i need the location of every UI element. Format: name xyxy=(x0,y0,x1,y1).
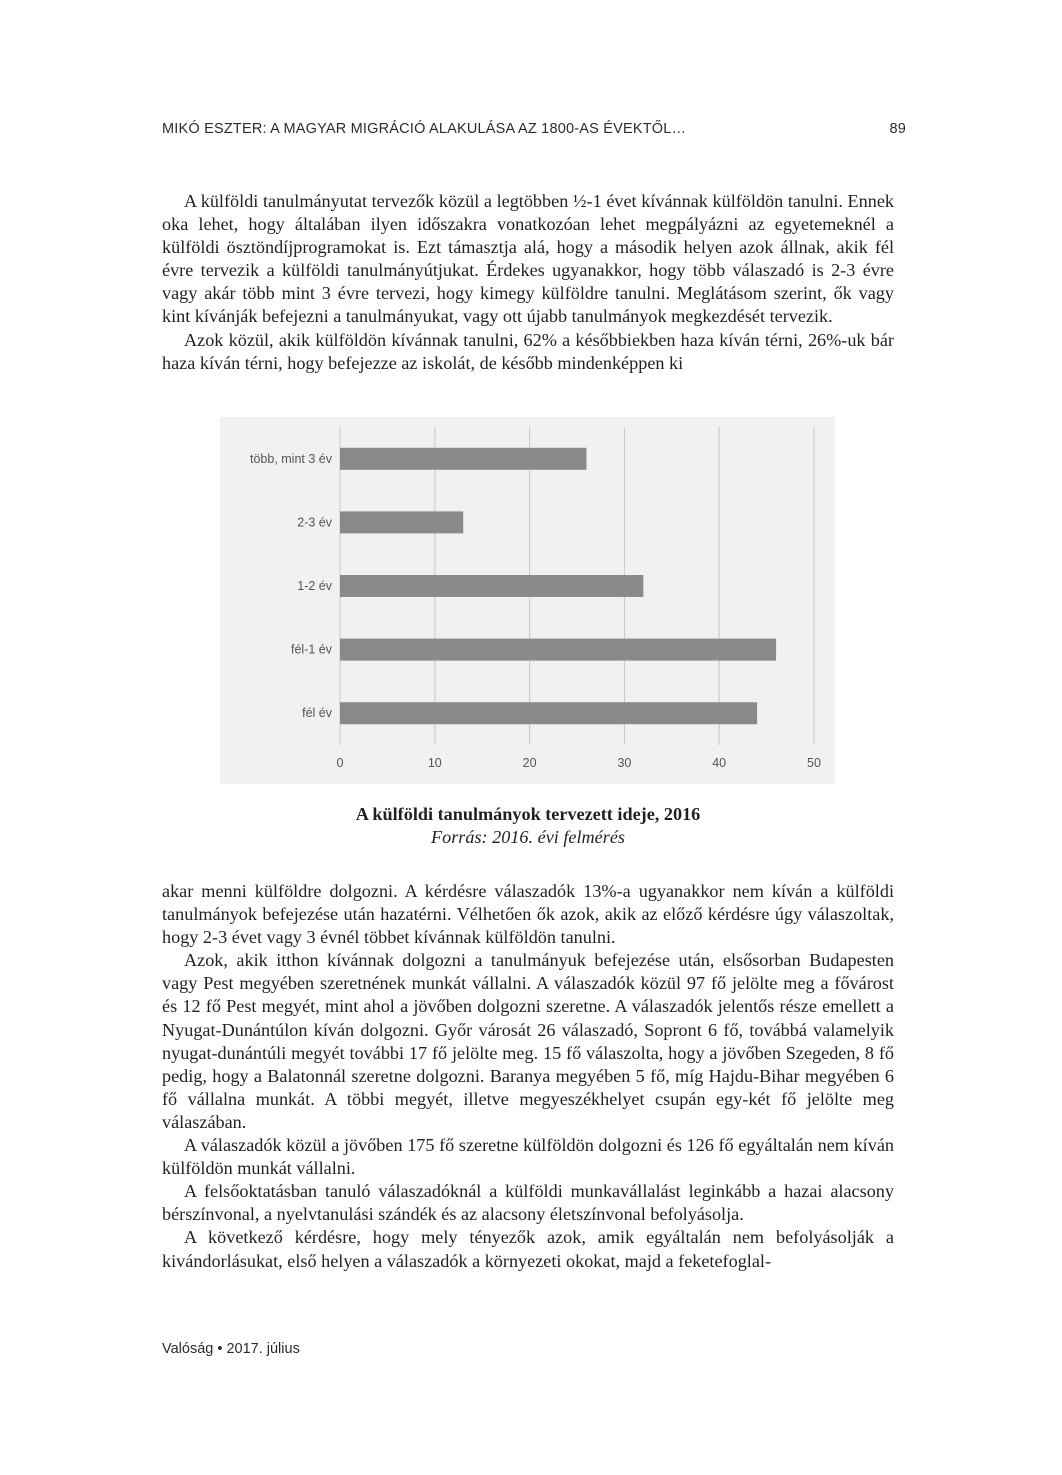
y-category-label: több, mint 3 év xyxy=(250,451,332,466)
paragraph: A külföldi tanulmányutat tervezők közül a legtöbben ½-1 évet kívánnak külföldön tanulni. Ennek oka lehet, hogy általában ilyen időszakra vonatkozóan lehet megpályázni az egyetemeknél a külföldi ösztöndíjprogramokat is. Ezt támasztja alá, hogy a második helyen azok állnak, akik fél évre tervezik a külföldi tanulmányútjukat. Érdekes ugyanakkor, hogy több válaszadó is 2-3 évre vagy akár több mint 3 évre tervezi, hogy kimegy külföldre tanulni. Meglátásom szerint, ők vagy kint kívánják befejezni a tanulmányukat, vagy ott újabb tanulmányok megkezdését tervezik. xyxy=(162,191,894,327)
running-title: MIKÓ ESZTER: A MAGYAR MIGRÁCIÓ ALAKULÁSA AZ 1800-AS ÉVEKTŐL… xyxy=(162,121,687,137)
paragraph: A válaszadók közül a jövőben 175 fő szeretne külföldön dolgozni és 126 fő egyáltalán nem kíván külföldön munkát vállalni. xyxy=(162,1135,894,1179)
bar xyxy=(340,448,586,470)
bar xyxy=(340,575,643,597)
x-tick-label: 0 xyxy=(336,756,344,770)
paragraph: akar menni külföldre dolgozni. A kérdésre válaszadók 13%-a ugyanakkor nem kíván a külföldi tanulmányok befejezése után hazatérni. Vélhetően ők azok, akik az előző kérdésre úgy válaszoltak, hogy 2-3 évet vagy 3 évnél többet kívánnak külföldön tanulni. xyxy=(162,881,894,948)
page-number: 89 xyxy=(889,121,906,137)
x-tick-label: 10 xyxy=(427,756,442,770)
running-header xyxy=(162,121,906,143)
body-text-bottom xyxy=(162,880,894,1273)
bar xyxy=(340,702,757,724)
x-tick-label: 50 xyxy=(807,756,821,770)
bar xyxy=(340,639,776,661)
x-tick-label: 40 xyxy=(712,756,727,770)
caption-title: A külföldi tanulmányok tervezett ideje, 2016 xyxy=(355,804,701,824)
chart-canvas xyxy=(220,417,835,784)
y-category-label: fél-1 év xyxy=(291,642,332,657)
y-category-label: 2-3 év xyxy=(297,515,332,530)
paragraph: Azok, akik itthon kívánnak dolgozni a tanulmányuk befejezése után, elsősorban Budapesten vagy Pest megyében szeretnének munkát vállalni. A válaszadók közül 97 fő jelölte meg a fővárost és 12 fő Pest megyét, mint ahol a jövőben dolgozni szeretne. A válaszadók jelentős része emellett a Nyugat-Dunántúlon kíván dolgozni. Győr városát 26 válaszadó, Sopront 6 fő, továbbá valamelyik nyugat-dunántúli megyét további 17 fő jelölte meg. 15 fő válaszolta, hogy a jövőben Szegeden, 8 fő pedig, hogy a Balatonnál szeretne dolgozni. Baranya megyében 5 fő, míg Hajdu-Bihar megyében 6 fő vállalna munkát. A többi megyét, illetve megyeszékhelyet csupán egy-két fő jelölte meg válaszában. xyxy=(162,950,894,1132)
y-category-label: fél év xyxy=(302,706,332,721)
paragraph: A felsőoktatásban tanuló válaszadóknál a külföldi munkavállalást leginkább a hazai alacsony bérszínvonal, a nyelvtanulási szándék és az alacsony életszínvonal befolyásolja. xyxy=(162,1181,894,1225)
bar-chart xyxy=(220,417,835,784)
x-tick-label: 20 xyxy=(522,756,537,770)
paragraph: Azok közül, akik külföldön kívánnak tanulni, 62% a későbbiekben haza kíván térni, 26%-uk bár haza kíván térni, hogy befejezze az iskolát, de később mindenképpen ki xyxy=(162,329,894,373)
footer: Valóság • 2017. július xyxy=(162,1341,300,1357)
y-category-label: 1-2 év xyxy=(297,579,332,593)
figure-caption xyxy=(162,803,894,849)
body-text-top xyxy=(162,190,894,375)
paragraph: A következő kérdésre, hogy mely tényezők azok, amik egyáltalán nem befolyásolják a kivándorlásukat, első helyen a válaszadók a környezeti okokat, majd a feketefoglal- xyxy=(162,1227,894,1271)
caption-source: Forrás: 2016. évi felmérés xyxy=(431,827,625,847)
bar xyxy=(340,511,463,533)
x-tick-label: 30 xyxy=(617,756,632,770)
